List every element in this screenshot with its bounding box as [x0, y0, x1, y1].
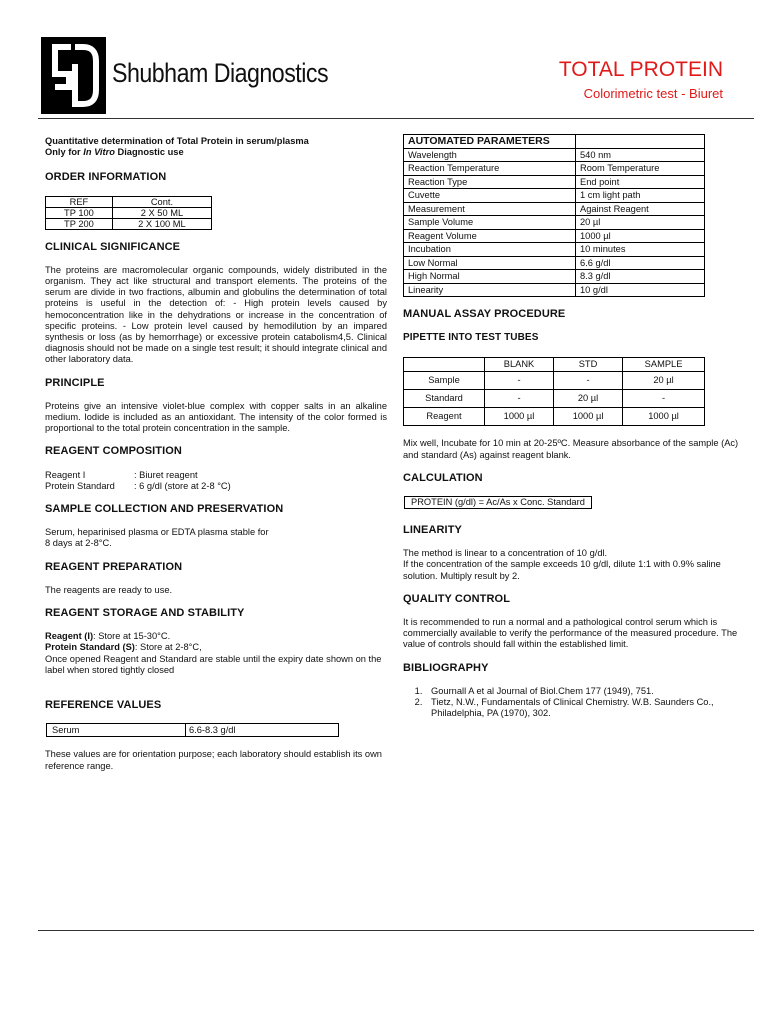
parameter-name: Low Normal [404, 256, 576, 270]
table-cell: 20 µl [554, 390, 623, 408]
linearity-line: If the concentration of the sample exceeds 10 g/dl, dilute 1:1 with 0.9% saline solution. Multiply result by 2. [403, 559, 721, 581]
table-cell: 6.6-8.3 g/dl [186, 724, 339, 737]
table-cell: 20 µl [623, 372, 705, 390]
left-column [45, 136, 387, 784]
parameter-name: Reaction Temperature [404, 162, 576, 176]
intro-suffix: Diagnostic use [114, 147, 184, 158]
clinical-significance-text: The proteins are macromolecular organic compounds, widely distributed in the organism. They act like structural and transport elements. The proteins of the serum are divide in two fractions, albumin and globulins the determination of total proteins is useful in the detection of: - High protein levels caused by hemoconcentration like in the dehydrations or increase in the concentration of specific proteins. - Low protein level caused by hemodilution by an impared synthesis or loss (as by hemorrhage) or excessive protein catabolism4,5. Clinical diagnosis should not be made on a single test result; it should integrate clinical and other laboratory data. [45, 264, 387, 365]
table-row [404, 148, 705, 162]
list-item: 1. Gournall A et al Journal of Biol.Chem 177 (1949), 751. [425, 686, 746, 697]
linearity-line: The method is linear to a concentration of 10 g/dl. [403, 548, 608, 559]
sd-logo-icon [41, 37, 106, 114]
order-table [45, 196, 212, 230]
sample-collection-text [45, 527, 387, 549]
parameter-name: Sample Volume [404, 216, 576, 230]
company-logo [41, 37, 106, 114]
intro-text [45, 136, 387, 158]
table-cell: 2 X 50 ML [112, 207, 211, 218]
manual-assay-heading: MANUAL ASSAY PROCEDURE [403, 308, 566, 320]
parameter-value: 10 minutes [576, 243, 705, 257]
table-row [46, 218, 212, 229]
document-subtitle: Colorimetric test - Biuret [583, 86, 723, 101]
table-header-cell: BLANK [485, 358, 554, 372]
table-cell: TP 100 [46, 207, 113, 218]
order-information-heading: ORDER INFORMATION [45, 171, 167, 184]
parameter-value: Room Temperature [576, 162, 705, 176]
parameter-value: 6.6 g/dl [576, 256, 705, 270]
calculation-formula: PROTEIN (g/dl) = Ac/As x Conc. Standard [404, 496, 592, 509]
bibliography-heading: BIBLIOGRAPHY [403, 661, 489, 674]
document-title: TOTAL PROTEIN [558, 58, 723, 81]
list-item: 2. Tietz, N.W., Fundamentals of Clinical Chemistry. W.B. Saunders Co., Philadelphia, PA (1970), 302. [425, 697, 746, 719]
reference-table [46, 723, 339, 737]
quality-control-text: It is recommended to run a normal and a pathological control serum which is commercially available to verify the performance of the measured procedure. The value of controls should fall within the established limit. [403, 617, 738, 650]
top-divider [38, 118, 754, 119]
principle-text: Proteins give an intensive violet-blue complex with copper salts in an alkaline medium. Iodide is included as an antioxidant. The intensity of the color formed is proportional to the total protein concentration in the sample. [45, 400, 387, 434]
calculation-heading: CALCULATION [403, 471, 483, 484]
sample-collection-line: Serum, heparinised plasma or EDTA plasma stable for [45, 527, 269, 538]
table-row [404, 216, 705, 230]
reagent-composition-heading: REAGENT COMPOSITION [45, 445, 182, 458]
table-cell: Sample [404, 372, 485, 390]
table-row [404, 256, 705, 270]
table-cell: - [485, 390, 554, 408]
table-row [404, 408, 705, 426]
table-cell: Reagent [404, 408, 485, 426]
linearity-heading: LINEARITY [403, 524, 462, 537]
table-row [46, 196, 212, 207]
parameter-value: 8.3 g/dl [576, 270, 705, 284]
table-row [404, 202, 705, 216]
table-header-cell: REF [46, 196, 113, 207]
storage-note: Once opened Reagent and Standard are stable until the expiry date shown on the label when stored tightly closed [45, 653, 382, 675]
parameter-name: Reagent Volume [404, 229, 576, 243]
manual-assay-note: Mix well, Incubate for 10 min at 20-25ºC. Measure absorbance of the sample (Ac) and standard (As) against reagent blank. [403, 438, 739, 460]
table-cell: Standard [404, 390, 485, 408]
bibliography-list [403, 686, 746, 720]
intro-prefix: Only for [45, 147, 84, 158]
table-row [404, 358, 705, 372]
intro-italic: In Vitro [83, 147, 115, 158]
table-cell: Serum [47, 724, 186, 737]
table-cell: - [623, 390, 705, 408]
table-header-cell [404, 358, 485, 372]
table-row [404, 189, 705, 203]
reagent-preparation-heading: REAGENT PREPARATION [45, 560, 183, 573]
parameter-value: 540 nm [576, 148, 705, 162]
parameter-value: Against Reagent [576, 202, 705, 216]
table-row [404, 372, 705, 390]
reference-values-heading: REFERENCE VALUES [45, 699, 162, 712]
reagent-value: : 6 g/dl (store at 2-8 °C) [134, 480, 231, 491]
reagent-composition-list [45, 470, 387, 492]
reference-note: These values are for orientation purpose; each laboratory should establish its own reference range. [45, 749, 382, 771]
pipette-table [403, 357, 705, 426]
table-cell: TP 200 [46, 218, 113, 229]
parameter-value: End point [576, 175, 705, 189]
parameter-name: Incubation [404, 243, 576, 257]
table-cell: - [554, 372, 623, 390]
parameter-name: Wavelength [404, 148, 576, 162]
table-row [404, 390, 705, 408]
table-header-cell: AUTOMATED PARAMETERS [404, 135, 576, 149]
pipette-subheading: PIPETTE INTO TEST TUBES [403, 332, 539, 344]
parameter-value: 20 µl [576, 216, 705, 230]
table-header-cell: SAMPLE [623, 358, 705, 372]
storage-heading: REAGENT STORAGE AND STABILITY [45, 607, 245, 620]
brand-name: Shubham Diagnostics [112, 58, 329, 88]
linearity-text [403, 548, 746, 582]
reagent-label: Protein Standard [45, 480, 115, 491]
intro-line-1: Quantitative determination of Total Protein in serum/plasma [45, 136, 309, 146]
table-cell: 1000 µl [623, 408, 705, 426]
parameter-name: Linearity [404, 283, 576, 297]
parameter-name: Cuvette [404, 189, 576, 203]
table-row [46, 207, 212, 218]
principle-heading: PRINCIPLE [45, 376, 105, 389]
right-column [403, 134, 746, 719]
parameter-value: 10 g/dl [576, 283, 705, 297]
storage-value: : Store at 2-8°C, [134, 642, 202, 653]
quality-control-heading: QUALITY CONTROL [403, 592, 511, 605]
table-row [404, 270, 705, 284]
clinical-significance-heading: CLINICAL SIGNIFICANCE [45, 240, 181, 253]
table-header-cell: Cont. [112, 196, 211, 207]
table-row [404, 135, 705, 149]
table-row [404, 162, 705, 176]
intro-line-2 [45, 147, 387, 158]
sample-collection-line: 8 days at 2-8°C. [45, 538, 112, 549]
storage-text [45, 631, 387, 676]
table-row [404, 283, 705, 297]
bottom-divider [38, 930, 754, 931]
table-header-cell [576, 135, 705, 149]
reagent-value: : Biuret reagent [134, 469, 198, 480]
table-cell: 2 X 100 ML [112, 218, 211, 229]
parameter-name: Measurement [404, 202, 576, 216]
table-cell: - [485, 372, 554, 390]
table-cell: 1000 µl [554, 408, 623, 426]
automated-parameters-table [403, 134, 705, 297]
table-cell: 1000 µl [485, 408, 554, 426]
sample-collection-heading: SAMPLE COLLECTION AND PRESERVATION [45, 503, 284, 516]
reagent-label: Reagent I [45, 469, 86, 480]
parameter-name: Reaction Type [404, 175, 576, 189]
table-row [404, 175, 705, 189]
storage-value: : Store at 15-30°C. [93, 631, 171, 642]
storage-label: Protein Standard (S) [45, 642, 135, 653]
storage-label: Reagent (I) [45, 631, 94, 642]
parameter-value: 1 cm light path [576, 189, 705, 203]
reagent-preparation-text: The reagents are ready to use. [45, 584, 173, 595]
parameter-name: High Normal [404, 270, 576, 284]
table-header-cell: STD [554, 358, 623, 372]
table-row [404, 229, 705, 243]
table-row [404, 243, 705, 257]
table-row [47, 724, 339, 737]
parameter-value: 1000 µl [576, 229, 705, 243]
